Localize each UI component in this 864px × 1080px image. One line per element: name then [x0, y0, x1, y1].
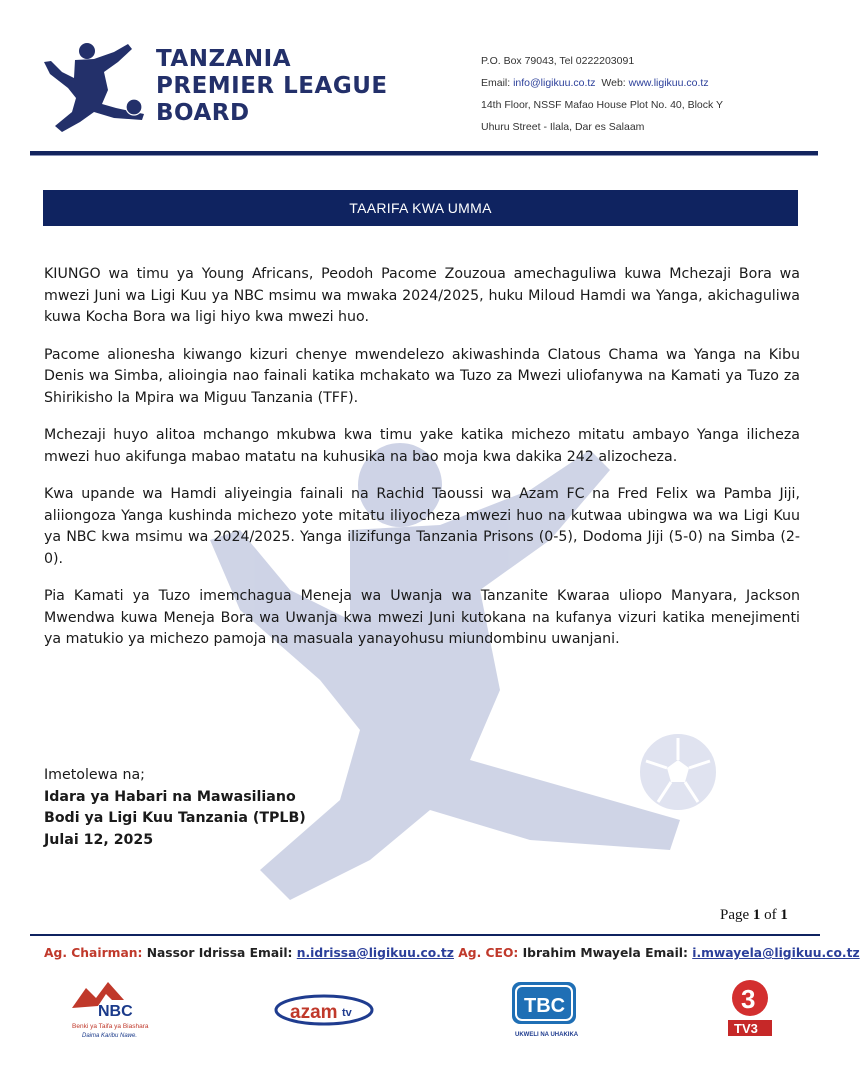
- paragraph: Kwa upande wa Hamdi aliyeingia fainali na Rachid Taoussi wa Azam FC na Fred Felix wa Pamba Jiji, aliiongoza Yanga kushinda michezo yote mitatu iliyocheza mwezi huo na kutwaa ubingwa wa wa Ligi Kuu ya NBC kwa msimu wa 2024/2025. Yanga ilizifunga Tanzania Prisons (0-5), Dodoma Jiji (5-0) na Simba (2-0).: [44, 486, 800, 567]
- signature-date: Julai 12, 2025: [44, 831, 154, 848]
- org-name-line-3: BOARD: [156, 100, 250, 126]
- paragraph: Pia Kamati ya Tuzo imemchagua Meneja wa Uwanja wa Tanzanite Kwaraa uliopo Manyara, Jackson Mwendwa kuwa Meneja Bora wa Uwanja kwa mwezi Juni kutokana na kufanya vizuri katika menejimenti ya matukio ya michezo pamoja na masuala yanayohusu miundombinu uwanjani.: [44, 588, 800, 647]
- org-name-line-1: TANZANIA: [156, 46, 292, 72]
- po-box: P.O. Box 79043, Tel 0222203091: [481, 55, 635, 67]
- ceo-email-link[interactable]: i.mwayela@ligikuu.co.tz: [692, 946, 860, 960]
- signature-dept: Idara ya Habari na Mawasiliano: [44, 788, 296, 805]
- ball-watermark-icon: [638, 732, 718, 812]
- page-number: Page 1 of 1: [720, 907, 788, 923]
- azam-tv-logo: [272, 978, 376, 1040]
- signature-intro: Imetolewa na;: [44, 767, 145, 783]
- paragraph: KIUNGO wa timu ya Young Africans, Peodoh Pacome Zouzoua amechaguliwa kuwa Mchezaji Bora wa mwezi Juni wa Ligi Kuu ya NBC msimu wa mwaka 2024/2025, huku Miloud Hamdi wa Yanga, akichaguliwa kuwa Kocha Bora wa ligi hiyo kwa mwezi huo.: [44, 266, 800, 325]
- signature-org: Bodi ya Ligi Kuu Tanzania (TPLB): [44, 810, 306, 826]
- email-link[interactable]: info@ligikuu.co.tz: [513, 77, 596, 89]
- chairman-role: Ag. Chairman:: [44, 946, 143, 960]
- footer-divider: [30, 934, 820, 936]
- tbc-name: TBC: [524, 995, 566, 1017]
- letterhead: [0, 0, 864, 160]
- notice-banner: TAARIFA KWA UMMA: [43, 190, 798, 226]
- nbc-name: NBC: [98, 1003, 133, 1020]
- contact-block: [481, 50, 723, 138]
- azam-name: azam: [290, 1002, 338, 1023]
- nbc-slogan: Daima Karibu Nawe.: [82, 1033, 138, 1039]
- tv3-name: TV3: [734, 1021, 758, 1036]
- statement-body: [44, 264, 800, 667]
- tv3-mark: 3: [741, 984, 756, 1014]
- tv3-logo: [722, 978, 778, 1040]
- web-link[interactable]: www.ligikuu.co.tz: [628, 77, 709, 89]
- nbc-tagline: Benki ya Taifa ya Biashara: [72, 1023, 149, 1030]
- paragraph: Mchezaji huyo alitoa mchango mkubwa kwa timu yake katika michezo mitatu ambayo Yanga ilicheza mwezi huo akifunga mabao matatu na kuhusika na bao moja kwa dakika 242 alizocheza.: [44, 427, 800, 465]
- org-name: [156, 46, 388, 127]
- footballer-logo-icon: [42, 42, 152, 137]
- tbc-logo: [508, 978, 580, 1040]
- address-line-2: Uhuru Street - Ilala, Dar es Salaam: [481, 121, 645, 133]
- email-web-line: Email: info@ligikuu.co.tz Web: www.ligikuu.co.tz: [481, 77, 709, 89]
- paragraph: Pacome alionesha kiwango kizuri chenye mwendelezo akiwashinda Clatous Chama wa Yanga na Kibu Denis wa Simba, alioingia nao fainali katika mchakato wa Tuzo za Mwezi uliofanywa na Kamati ya Tuzo za Shirikisho la Mpira wa Miguu Tanzania (TFF).: [44, 346, 800, 406]
- tbc-tagline: UKWELI NA UHAKIKA: [515, 1032, 579, 1038]
- address-line-1: 14th Floor, NSSF Mafao House Plot No. 40, Block Y: [481, 99, 724, 111]
- signature-block: [44, 765, 306, 851]
- ceo-role: Ag. CEO:: [453, 946, 519, 960]
- officials-contact: Ag. Chairman: Nassor Idrissa Email: n.idrissa@ligikuu.co.tz Ag. CEO: Ibrahim Mwayela Email: i.mwayela@ligikuu.co.tz: [44, 946, 860, 960]
- azam-suffix: tv: [342, 1007, 352, 1019]
- chairman-email-link[interactable]: n.idrissa@ligikuu.co.tz: [296, 946, 454, 960]
- nbc-logo: [66, 978, 162, 1040]
- header-divider: [30, 151, 818, 156]
- org-name-line-2: PREMIER LEAGUE: [156, 73, 388, 99]
